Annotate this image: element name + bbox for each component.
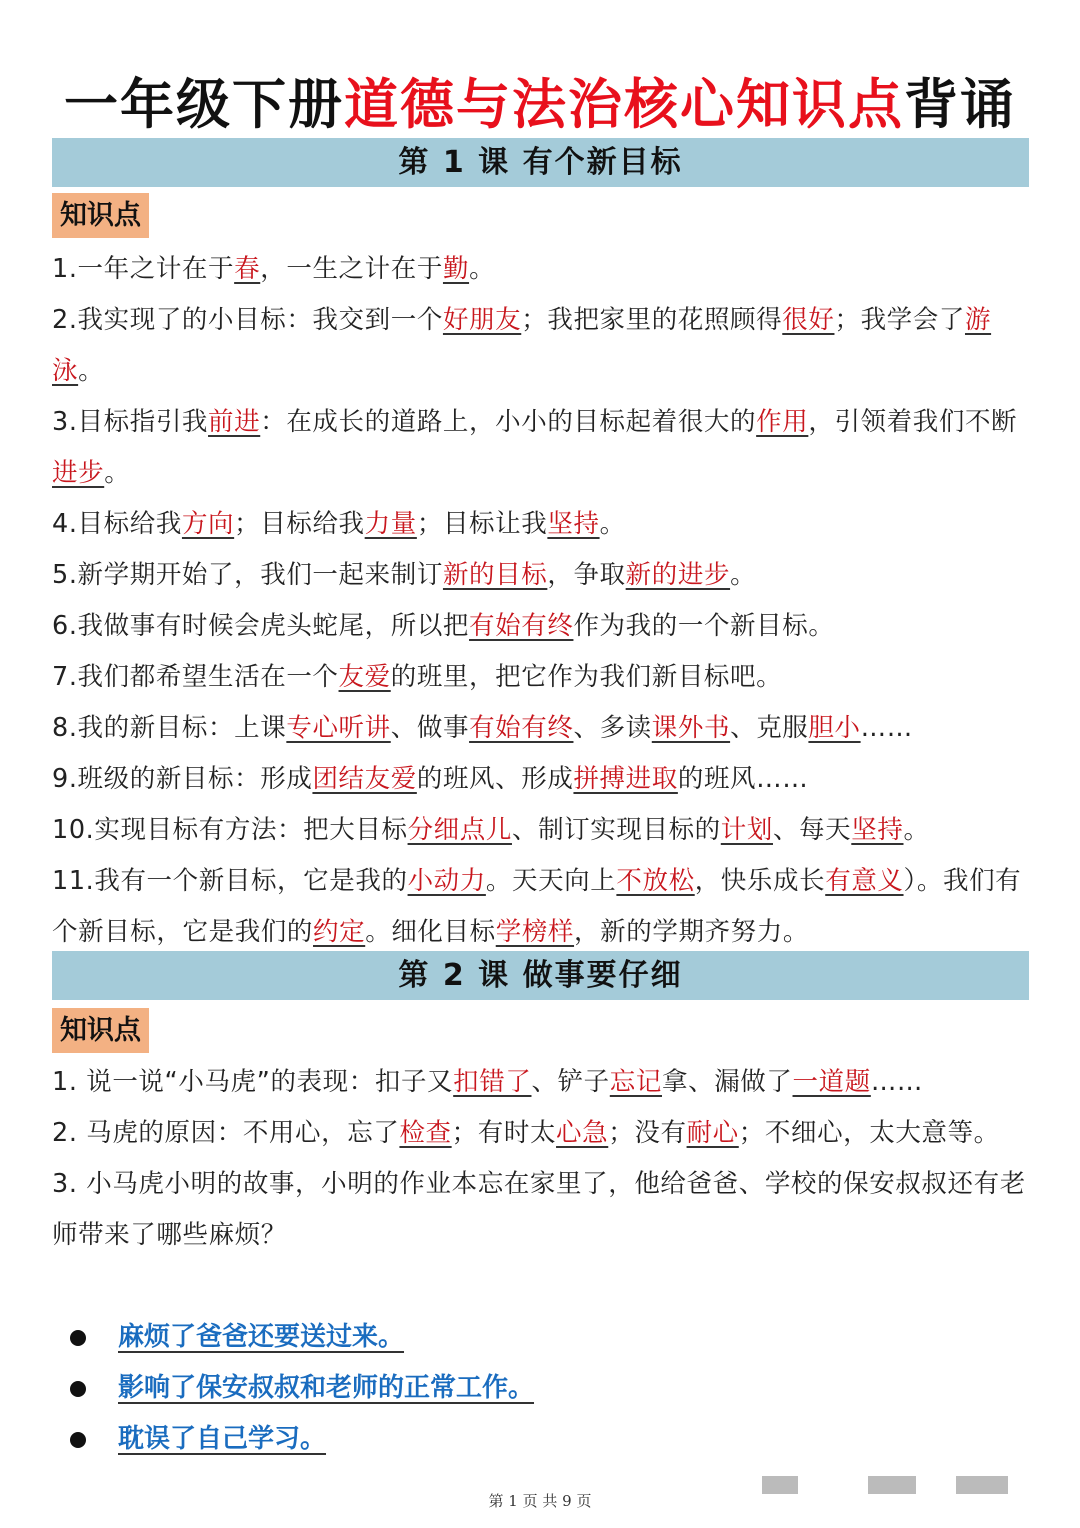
knowledge-item [52, 856, 1032, 958]
key-term: 小动力 [407, 866, 486, 896]
item-text: 7.我们都希望生活在一个 [52, 662, 339, 692]
item-text: ；有时太 [451, 1118, 557, 1148]
item-text: ，引领着我们不断 [808, 407, 1018, 437]
item-text: ；我把家里的花照顾得 [521, 305, 783, 335]
key-term: 忘记 [609, 1067, 662, 1097]
answer-item [70, 1312, 544, 1363]
bullet-icon [70, 1432, 86, 1448]
key-term: 作用 [756, 407, 809, 437]
knowledge-item [52, 601, 1032, 652]
key-term: 胆小 [808, 713, 861, 743]
lesson2-heading: 第 2 课 做事要仔细 [52, 951, 1029, 1000]
item-text: ；目标给我 [234, 509, 365, 539]
item-text: 拿、漏做了 [662, 1067, 793, 1097]
answer-item [70, 1414, 544, 1465]
title-suffix: 背诵 [904, 73, 1016, 136]
key-term: 力量 [364, 509, 417, 539]
item-text: 。 [903, 815, 930, 845]
item-text: 。细化目标 [365, 917, 496, 947]
item-text: 、制订实现目标的 [511, 815, 721, 845]
key-term: 春 [234, 254, 261, 284]
bullet-icon [70, 1381, 86, 1397]
lesson1-knowledge-label: 知识点 [52, 193, 149, 238]
item-text: 11.我有一个新目标，它是我的 [52, 866, 408, 896]
item-text: ，争取 [547, 560, 626, 590]
key-term: 一道题 [792, 1067, 871, 1097]
lesson2-items [52, 1057, 1032, 1261]
key-term: 好朋友 [442, 305, 522, 335]
knowledge-item [52, 805, 1032, 856]
item-text: ；没有 [608, 1118, 687, 1148]
item-text: 的班里，把它作为我们新目标吧。 [390, 662, 783, 692]
item-text: 、铲子 [531, 1067, 610, 1097]
item-text: ；不细心，太大意等。 [738, 1118, 1000, 1148]
key-term: 计划 [720, 815, 773, 845]
key-term: 扣错了 [453, 1067, 532, 1097]
item-text: …… [860, 713, 913, 743]
item-text: 3.目标指引我 [52, 407, 209, 437]
item-text: …… [870, 1067, 924, 1097]
item-text: 8.我的新目标：上课 [52, 713, 287, 743]
item-text: 2. 马虎的原因：不用心，忘了 [52, 1118, 400, 1148]
item-text: ，一生之计在于 [260, 254, 443, 284]
page-title [0, 62, 1080, 139]
item-text: 、克服 [730, 713, 809, 743]
item-text: 1. 说一说“小马虎”的表现：扣子又 [52, 1067, 454, 1097]
knowledge-item [52, 1057, 1032, 1108]
key-term: 新的进步 [625, 560, 731, 590]
key-term: 团结友爱 [312, 764, 417, 794]
knowledge-item [52, 703, 1032, 754]
answer-text: 麻烦了爸爸还要送过来。 [118, 1322, 405, 1352]
item-text: 。 [469, 254, 496, 284]
bullet-icon [70, 1330, 86, 1346]
key-term: 课外书 [651, 713, 731, 743]
item-text: 的班风…… [677, 764, 809, 794]
key-term: 坚持 [851, 815, 904, 845]
lesson2-knowledge-label: 知识点 [52, 1008, 149, 1053]
lesson1-heading: 第 1 课 有个新目标 [52, 138, 1029, 187]
item-text: 。 [599, 509, 626, 539]
item-text: 、多读 [573, 713, 652, 743]
knowledge-item [52, 652, 1032, 703]
item-text: ；我学会了 [834, 305, 965, 335]
item-text: 10.实现目标有方法：把大目标 [52, 815, 408, 845]
item-text: 。 [730, 560, 757, 590]
item-text: 5.新学期开始了，我们一起来制订 [52, 560, 443, 590]
key-term: 心急 [556, 1118, 609, 1148]
item-text: 。天天向上 [485, 866, 617, 896]
knowledge-item [52, 244, 1032, 295]
key-term: 方向 [181, 509, 235, 539]
item-text: 1.一年之计在于 [52, 254, 235, 284]
item-text: ；目标让我 [416, 509, 548, 539]
knowledge-item [52, 550, 1032, 601]
knowledge-item [52, 1108, 1032, 1159]
item-text: ，快乐成长 [694, 866, 826, 896]
watermark [762, 1476, 798, 1494]
item-text: ）。我们有个新目标，它是我们的 [52, 866, 1022, 947]
item-text: 、做事 [390, 713, 470, 743]
item-text: 6.我做事有时候会虎头蛇尾，所以把 [52, 611, 470, 641]
knowledge-item [52, 754, 1032, 805]
key-term: 新的目标 [442, 560, 548, 590]
key-term: 学榜样 [495, 917, 575, 947]
key-term: 专心听讲 [286, 713, 391, 743]
key-term: 进步 [52, 458, 105, 488]
page-number: 第 1 页 共 9 页 [488, 1492, 592, 1510]
item-text: 。 [104, 458, 131, 488]
answer-text: 影响了保安叔叔和老师的正常工作。 [118, 1373, 535, 1403]
item-text: 2.我实现了的小目标：我交到一个 [52, 305, 443, 335]
watermark [956, 1476, 1008, 1494]
knowledge-item [52, 295, 1032, 397]
answer-item [70, 1363, 544, 1414]
key-term: 耐心 [686, 1118, 739, 1148]
knowledge-item [52, 397, 1032, 499]
key-term: 分细点儿 [407, 815, 512, 845]
key-term: 很好 [782, 305, 835, 335]
answer-list [70, 1312, 544, 1465]
item-text: 作为我的一个新目标。 [573, 611, 835, 641]
key-term: 不放松 [616, 866, 695, 896]
title-prefix: 一年级下册 [64, 73, 344, 136]
watermark [868, 1476, 916, 1494]
answer-text: 耽误了自己学习。 [118, 1424, 327, 1454]
lesson1-items [52, 244, 1032, 958]
key-term: 有始有终 [469, 611, 574, 641]
title-highlight: 道德与法治核心知识点 [344, 73, 904, 136]
item-text: 4.目标给我 [52, 509, 182, 539]
key-term: 友爱 [338, 662, 391, 692]
key-term: 拼搏进取 [573, 764, 678, 794]
key-term: 约定 [313, 917, 366, 947]
item-text: 3. 小马虎小明的故事，小明的作业本忘在家里了，他给爸爸、学校的保安叔叔还有老师带来了哪些麻烦？ [52, 1169, 1026, 1250]
item-text: 。 [78, 356, 105, 386]
key-term: 游泳 [52, 305, 992, 386]
key-term: 检查 [399, 1118, 452, 1148]
item-text: 9.班级的新目标：形成 [52, 764, 313, 794]
key-term: 有意义 [825, 866, 904, 896]
item-text: ：在成长的道路上，小小的目标起着很大的 [260, 407, 757, 437]
item-text: 、每天 [772, 815, 852, 845]
item-text: ，新的学期齐努力。 [574, 917, 809, 947]
item-text: 的班风、形成 [416, 764, 574, 794]
knowledge-item [52, 499, 1032, 550]
key-term: 坚持 [547, 509, 600, 539]
knowledge-item [52, 1159, 1032, 1261]
key-term: 勤 [442, 254, 470, 284]
key-term: 有始有终 [469, 713, 574, 743]
key-term: 前进 [208, 407, 261, 437]
